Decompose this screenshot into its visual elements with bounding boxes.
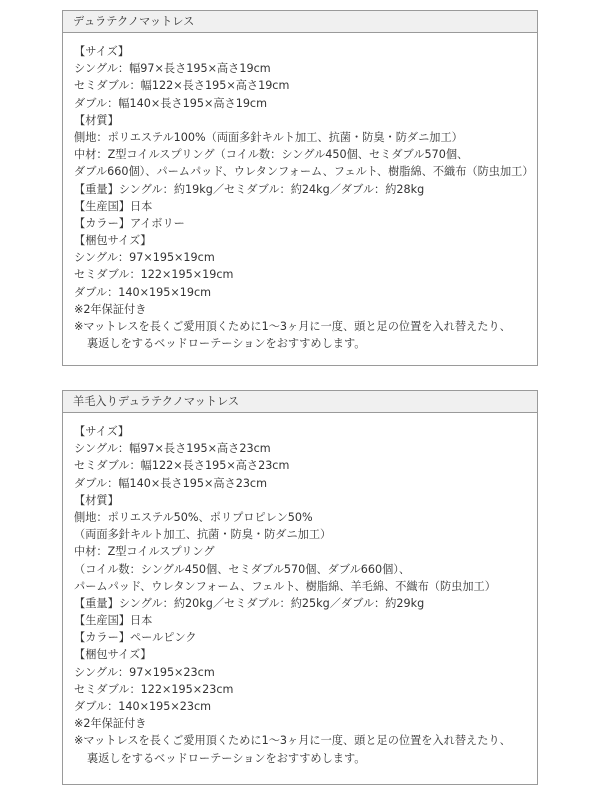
spec-weight: 【重量】シングル：約20kg／セミダブル：約25kg／ダブル：約29kg [74, 596, 425, 610]
spec-note: ※マットレスを長くご愛用頂くために1〜3ヶ月に一度、頭と足の位置を入れ替えたり、 [74, 320, 511, 333]
spec-package-semidouble: セミダブル：122×195×19cm [74, 268, 234, 282]
spec-material-filling-cont: ダブル660個）、パームパッド、ウレタンフォーム、フェルト、樹脂綿、不織布（防虫加工） [74, 165, 534, 179]
spec-size-semidouble: セミダブル：幅122×長さ195×高さ23cm [74, 459, 290, 473]
spec-material-filling-coils: （コイル数：シングル450個、セミダブル570個、ダブル660個）、 [74, 562, 411, 576]
product-spec-box-wool-durateko [62, 390, 538, 785]
spec-heading-package: 【梱包サイズ】 [74, 648, 152, 662]
spec-heading-size: 【サイズ】 [74, 425, 130, 438]
spec-package-single: シングル：97×195×23cm [74, 665, 215, 679]
spec-weight: 【重量】シングル：約19kg／セミダブル：約24kg／ダブル：約28kg [74, 182, 425, 196]
spec-heading-size: 【サイズ】 [74, 45, 130, 58]
spec-size-double: ダブル：幅140×長さ195×高さ23cm [74, 476, 267, 490]
spec-package-semidouble: セミダブル：122×195×23cm [74, 682, 234, 696]
spec-color: 【カラー】ペールピンク [74, 631, 197, 645]
spec-heading-material: 【材質】 [74, 493, 119, 507]
spec-material-filling-cont: パームパッド、ウレタンフォーム、フェルト、樹脂綿、羊毛綿、不織布（防虫加工） [74, 579, 496, 593]
spec-list [63, 33, 537, 352]
spec-material-cover: 側地：ポリエステル50%、ポリプロピレン50% [74, 510, 313, 524]
spec-material-filling: 中材：Z型コイルスプリング [74, 545, 215, 559]
spec-package-double: ダブル：140×195×23cm [74, 700, 212, 713]
spec-material-cover-cont: （両面多針キルト加工、抗菌・防臭・防ダニ加工） [74, 528, 332, 542]
spec-size-semidouble: セミダブル：幅122×長さ195×高さ19cm [74, 79, 290, 93]
spec-material-filling: 中材：Z型コイルスプリング（コイル数：シングル450個、セミダブル570個、 [74, 148, 469, 162]
spec-note: ※マットレスを長くご愛用頂くために1〜3ヶ月に一度、頭と足の位置を入れ替えたり、 [74, 734, 511, 748]
spec-warranty: ※2年保証付き [74, 717, 147, 731]
spec-heading-material: 【材質】 [74, 113, 119, 127]
product-title: 羊毛入りデュラテクノマットレス [63, 391, 537, 413]
product-spec-box-durateko [62, 10, 538, 366]
spec-origin: 【生産国】日本 [74, 199, 153, 213]
product-title: デュラテクノマットレス [63, 11, 537, 33]
spec-note-cont: 裏返しをするベッドローテーションをおすすめします。 [87, 337, 366, 351]
spec-note-cont: 裏返しをするベッドローテーションをおすすめします。 [87, 751, 366, 765]
spec-size-single: シングル：幅97×長さ195×高さ23cm [74, 442, 271, 456]
spec-heading-package: 【梱包サイズ】 [74, 234, 152, 248]
spec-list [63, 413, 537, 767]
spec-size-single: シングル：幅97×長さ195×高さ19cm [74, 62, 271, 76]
spec-package-single: シングル：97×195×19cm [74, 251, 215, 265]
spec-origin: 【生産国】日本 [74, 614, 153, 628]
spec-color: 【カラー】アイボリー [74, 216, 185, 230]
spec-warranty: ※2年保証付き [74, 302, 147, 316]
spec-size-double: ダブル：幅140×長さ195×高さ19cm [74, 96, 267, 110]
spec-material-cover: 側地：ポリエステル100%（両面多針キルト加工、抗菌・防臭・防ダニ加工） [74, 130, 463, 144]
spec-package-double: ダブル：140×195×19cm [74, 285, 212, 299]
